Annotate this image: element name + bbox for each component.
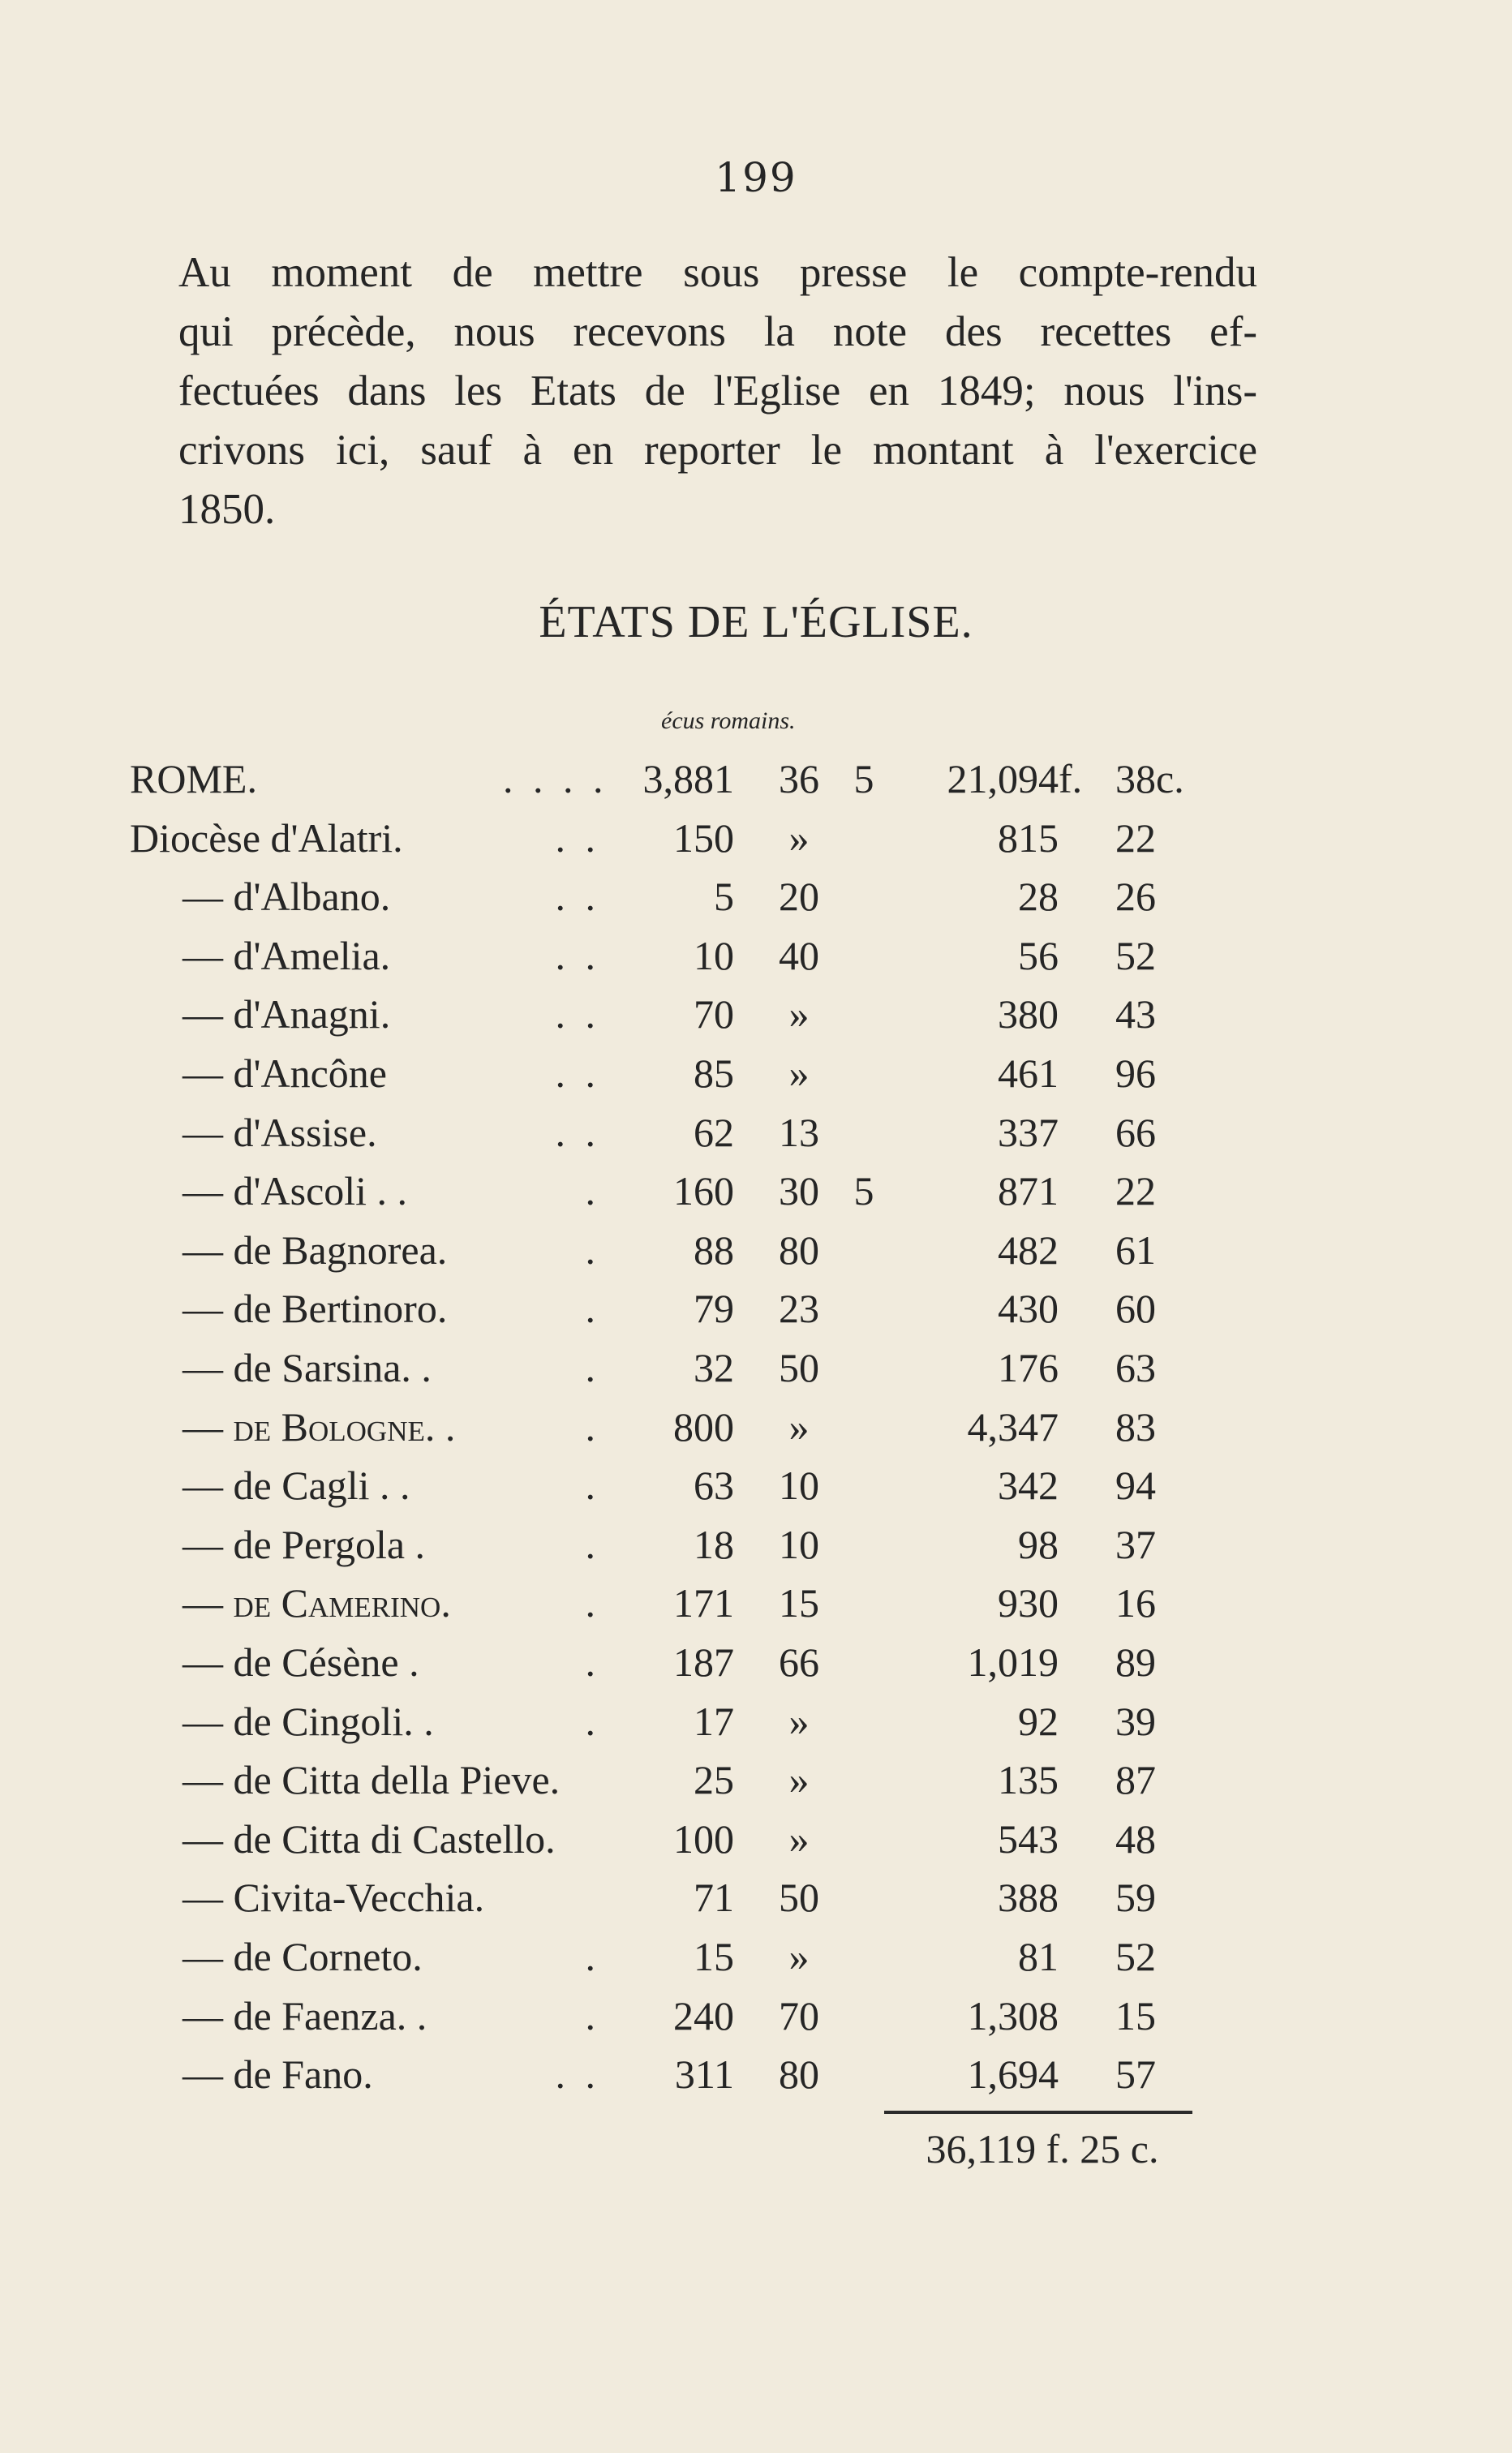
row-centimes: 15 bbox=[1115, 1992, 1156, 2038]
table-row bbox=[0, 1811, 1512, 1867]
row-centimes: 52 bbox=[1115, 1934, 1156, 1979]
table-row bbox=[0, 1339, 1512, 1396]
row-centimes: 83 bbox=[1115, 1403, 1156, 1450]
table-row bbox=[0, 1045, 1512, 1102]
row-dots: . bbox=[585, 1345, 600, 1390]
row-name: — de Cagli . . bbox=[183, 1463, 410, 1509]
row-ecus: 311 bbox=[674, 2051, 734, 2098]
row-dots: . . bbox=[555, 874, 600, 920]
row-dots: . . . . bbox=[503, 756, 608, 801]
row-name: — d'Albano. bbox=[183, 874, 391, 920]
row-francs: 4,347 bbox=[967, 1403, 1059, 1450]
intro-line: crivons ici, sauf à en reporter le montant à l'exercice bbox=[178, 427, 1257, 474]
table-row bbox=[0, 1574, 1512, 1631]
row-dots: . . bbox=[555, 2051, 600, 2098]
row-francs: 56 bbox=[1018, 932, 1059, 978]
row-ecus: 150 bbox=[673, 814, 734, 861]
row-centimes: 48 bbox=[1115, 1815, 1156, 1862]
row-name: — de Camerino. bbox=[183, 1580, 451, 1626]
row-centimes: 94 bbox=[1115, 1463, 1156, 1509]
row-francs: 1,019 bbox=[967, 1639, 1059, 1685]
intro-line: qui précède, nous recevons la note des recettes ef- bbox=[178, 308, 1257, 355]
row-baiocchi: 80 bbox=[779, 1226, 819, 1273]
row-name: — de Corneto. bbox=[183, 1934, 423, 1979]
total-rule bbox=[884, 2111, 1192, 2114]
intro-line: 1850. bbox=[178, 486, 276, 533]
row-centimes: 43 bbox=[1115, 991, 1156, 1037]
row-baiocchi: 36 bbox=[779, 756, 819, 801]
row-name: — de Faenza. . bbox=[183, 1992, 427, 2038]
row-ecus: 3,881 bbox=[642, 756, 734, 801]
row-name: — de Pergola . bbox=[183, 1521, 426, 1567]
row-dots: . bbox=[585, 1521, 600, 1567]
row-baiocchi: 40 bbox=[779, 932, 819, 978]
row-francs: 28 bbox=[1018, 874, 1059, 920]
section-title: ÉTATS DE L'ÉGLISE. bbox=[539, 597, 973, 647]
row-centimes: 89 bbox=[1115, 1639, 1156, 1685]
row-ecus: 187 bbox=[673, 1639, 734, 1685]
row-baiocchi: » bbox=[788, 814, 810, 861]
table-row bbox=[0, 810, 1512, 866]
table-row bbox=[0, 2046, 1512, 2103]
row-centimes: 16 bbox=[1115, 1580, 1156, 1626]
row-ecus: 79 bbox=[694, 1286, 734, 1332]
row-ecus: 171 bbox=[673, 1580, 734, 1626]
table-row bbox=[0, 1693, 1512, 1750]
total-amount: 36,119 f. 25 c. bbox=[926, 2126, 1159, 2172]
row-dots: . bbox=[585, 1286, 600, 1332]
row-dots: . . bbox=[555, 1050, 600, 1096]
intro-paragraph bbox=[178, 243, 1257, 539]
row-dots: . bbox=[585, 1226, 600, 1273]
row-centimes: 39 bbox=[1115, 1698, 1156, 1744]
row-dots: . . bbox=[555, 1109, 600, 1155]
row-francs: 1,308 bbox=[967, 1992, 1059, 2038]
row-francs: 92 bbox=[1018, 1698, 1059, 1744]
row-francs-unit: f. bbox=[1059, 756, 1083, 801]
row-ecus: 100 bbox=[673, 1815, 734, 1862]
row-ecus: 71 bbox=[694, 1875, 734, 1921]
row-centimes: 57 bbox=[1115, 2051, 1156, 2098]
row-centimes: 22 bbox=[1115, 1168, 1156, 1214]
row-francs: 482 bbox=[998, 1226, 1059, 1273]
row-ecus: 32 bbox=[694, 1345, 734, 1390]
row-dots: . bbox=[585, 1698, 600, 1744]
row-dots: . bbox=[585, 1934, 600, 1979]
row-baiocchi: 15 bbox=[779, 1580, 819, 1626]
intro-line: fectuées dans les Etats de l'Eglise en 1849; nous l'ins- bbox=[178, 367, 1257, 415]
row-name: — de Sarsina. . bbox=[183, 1345, 432, 1390]
row-centimes: 52 bbox=[1115, 932, 1156, 978]
row-ecus: 18 bbox=[694, 1521, 734, 1567]
row-centimes: 63 bbox=[1115, 1345, 1156, 1390]
row-francs: 342 bbox=[998, 1463, 1059, 1509]
row-baiocchi: » bbox=[788, 991, 810, 1037]
intro-line: Au moment de mettre sous presse le compte-rendu bbox=[178, 249, 1257, 296]
row-name: — d'Ascoli . . bbox=[183, 1168, 408, 1214]
row-baiocchi: 23 bbox=[779, 1286, 819, 1332]
row-baiocchi: » bbox=[788, 1403, 810, 1450]
table-row bbox=[0, 1457, 1512, 1514]
row-name: — de Bologne. . bbox=[183, 1403, 456, 1450]
row-name: — de Bagnorea. bbox=[183, 1226, 448, 1273]
row-name: — de Citta di Castello. bbox=[183, 1815, 556, 1862]
row-ecus: 70 bbox=[694, 991, 734, 1037]
table-row bbox=[0, 1162, 1512, 1219]
row-baiocchi: » bbox=[788, 1757, 810, 1803]
row-dots: . bbox=[585, 1403, 600, 1450]
units-header: écus romains. bbox=[661, 707, 796, 734]
row-francs: 461 bbox=[998, 1050, 1059, 1096]
row-name: — d'Ancône bbox=[183, 1050, 388, 1096]
row-baiocchi: 30 bbox=[779, 1168, 819, 1214]
row-francs: 81 bbox=[1018, 1934, 1059, 1979]
row-francs: 1,694 bbox=[967, 2051, 1059, 2098]
table-row bbox=[0, 1516, 1512, 1573]
table-row bbox=[0, 986, 1512, 1042]
row-quattrini: 5 bbox=[853, 756, 874, 801]
row-centimes: 61 bbox=[1115, 1226, 1156, 1273]
row-dots: . . bbox=[555, 932, 600, 978]
row-ecus: 800 bbox=[673, 1403, 734, 1450]
row-name: — Civita-Vecchia. bbox=[183, 1875, 485, 1921]
table-row bbox=[0, 1104, 1512, 1161]
table-row bbox=[0, 750, 1512, 807]
row-baiocchi: 10 bbox=[779, 1521, 819, 1567]
row-centimes: 66 bbox=[1115, 1109, 1156, 1155]
row-dots: . bbox=[585, 1463, 600, 1509]
row-baiocchi: 13 bbox=[779, 1109, 819, 1155]
row-francs: 871 bbox=[998, 1168, 1059, 1214]
row-name: — de Bertinoro. bbox=[183, 1286, 448, 1332]
row-baiocchi: » bbox=[788, 1050, 810, 1096]
row-quattrini: 5 bbox=[853, 1168, 874, 1214]
row-name: — d'Assise. bbox=[183, 1109, 377, 1155]
row-centimes: 37 bbox=[1115, 1521, 1156, 1567]
row-ecus: 5 bbox=[714, 874, 734, 920]
row-ecus: 63 bbox=[694, 1463, 734, 1509]
table-row bbox=[0, 1751, 1512, 1808]
row-baiocchi: 80 bbox=[779, 2051, 819, 2098]
table-row bbox=[0, 1928, 1512, 1985]
row-ecus: 62 bbox=[694, 1109, 734, 1155]
row-name: — de Cingoli. . bbox=[183, 1698, 434, 1744]
row-centimes-unit: c. bbox=[1156, 756, 1184, 801]
row-name: — d'Amelia. bbox=[183, 932, 391, 978]
row-name: — de Fano. bbox=[183, 2051, 373, 2098]
row-francs: 543 bbox=[998, 1815, 1059, 1862]
row-centimes: 59 bbox=[1115, 1875, 1156, 1921]
row-centimes: 26 bbox=[1115, 874, 1156, 920]
row-francs: 388 bbox=[998, 1875, 1059, 1921]
row-dots: . bbox=[585, 1168, 600, 1214]
row-francs: 176 bbox=[998, 1345, 1059, 1390]
row-baiocchi: » bbox=[788, 1815, 810, 1862]
row-francs: 930 bbox=[998, 1580, 1059, 1626]
row-dots: . . bbox=[555, 991, 600, 1037]
table-row bbox=[0, 1634, 1512, 1690]
row-baiocchi: » bbox=[788, 1934, 810, 1979]
row-baiocchi: 50 bbox=[779, 1875, 819, 1921]
table-row bbox=[0, 1987, 1512, 2044]
row-centimes: 22 bbox=[1115, 814, 1156, 861]
table-row bbox=[0, 868, 1512, 925]
row-francs: 21,094 bbox=[947, 756, 1059, 801]
row-ecus: 25 bbox=[694, 1757, 734, 1803]
row-dots: . . bbox=[555, 814, 600, 861]
row-francs: 815 bbox=[998, 814, 1059, 861]
row-dots: . bbox=[585, 1992, 600, 2038]
row-francs: 98 bbox=[1018, 1521, 1059, 1567]
row-baiocchi: 20 bbox=[779, 874, 819, 920]
row-francs: 337 bbox=[998, 1109, 1059, 1155]
table-row bbox=[0, 1280, 1512, 1337]
row-name: — de Césène . bbox=[183, 1639, 419, 1685]
row-name: ROME. bbox=[130, 756, 257, 801]
row-ecus: 88 bbox=[694, 1226, 734, 1273]
row-centimes: 38 bbox=[1115, 756, 1156, 801]
row-ecus: 85 bbox=[694, 1050, 734, 1096]
row-centimes: 87 bbox=[1115, 1757, 1156, 1803]
row-francs: 430 bbox=[998, 1286, 1059, 1332]
row-dots: . bbox=[585, 1580, 600, 1626]
row-francs: 135 bbox=[998, 1757, 1059, 1803]
row-ecus: 17 bbox=[694, 1698, 734, 1744]
row-baiocchi: 70 bbox=[779, 1992, 819, 2038]
row-centimes: 60 bbox=[1115, 1286, 1156, 1332]
row-baiocchi: 50 bbox=[779, 1345, 819, 1390]
row-ecus: 10 bbox=[694, 932, 734, 978]
row-baiocchi: 66 bbox=[779, 1639, 819, 1685]
row-name: Diocèse d'Alatri. bbox=[130, 814, 403, 861]
row-ecus: 15 bbox=[694, 1934, 734, 1979]
row-francs: 380 bbox=[998, 991, 1059, 1037]
page-number: 199 bbox=[715, 154, 797, 201]
row-dots: . bbox=[585, 1639, 600, 1685]
row-baiocchi: » bbox=[788, 1698, 810, 1744]
table-row bbox=[0, 1222, 1512, 1278]
row-ecus: 160 bbox=[673, 1168, 734, 1214]
table-row bbox=[0, 1869, 1512, 1926]
row-name: — de Citta della Pieve. bbox=[183, 1757, 561, 1803]
row-baiocchi: 10 bbox=[779, 1463, 819, 1509]
table-row bbox=[0, 927, 1512, 984]
row-name: — d'Anagni. bbox=[183, 991, 391, 1037]
row-ecus: 240 bbox=[673, 1992, 734, 2038]
table-row bbox=[0, 1398, 1512, 1455]
row-centimes: 96 bbox=[1115, 1050, 1156, 1096]
